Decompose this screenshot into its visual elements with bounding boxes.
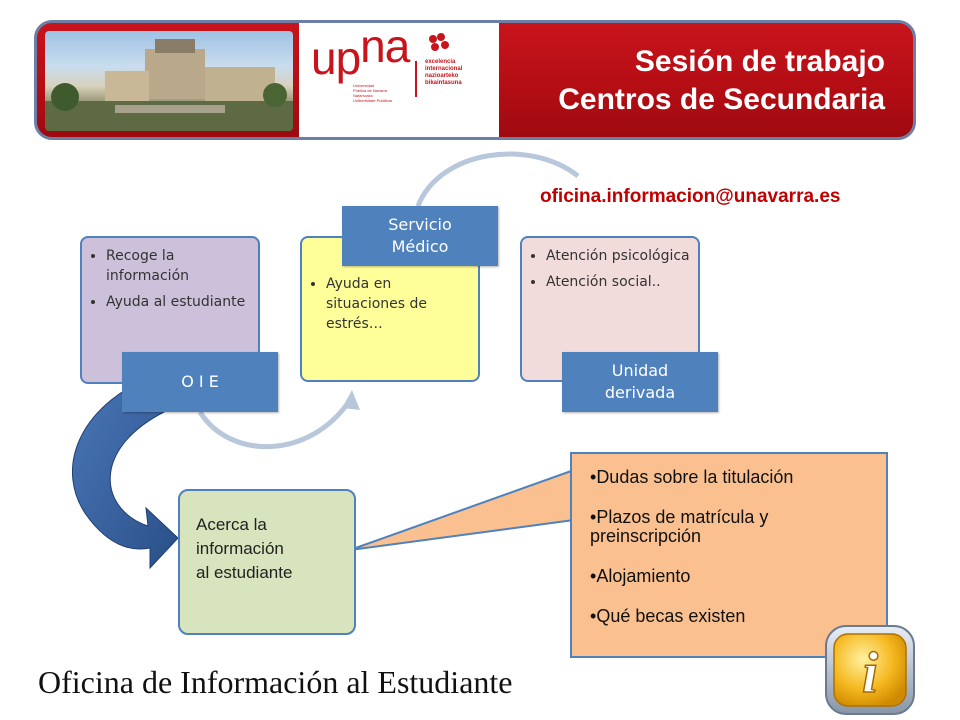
unidad-list <box>522 246 692 292</box>
university-logo <box>299 20 499 137</box>
callout-item: • Alojamiento <box>590 567 874 586</box>
cei-line: excelencia <box>425 59 456 65</box>
callout-pointer <box>350 470 574 550</box>
servicio-medico-tag <box>342 206 498 266</box>
unidad-derivada-tag-label <box>605 360 675 404</box>
header-title-line1: Sesión de trabajo <box>634 45 885 78</box>
tag-line: Unidad <box>611 361 669 380</box>
logo-subtitle-line: Universidad <box>353 83 375 88</box>
header-title-line2: Centros de Secundaria <box>558 83 885 116</box>
green-box-line: información <box>196 539 284 558</box>
cei-line: bikaintasuna <box>425 80 462 86</box>
green-box-line: Acerca la <box>196 515 267 534</box>
list-item: • Ayuda al estudiante <box>106 292 252 312</box>
logo-subtitle-line: Pública de Navarra <box>353 88 388 93</box>
header-title <box>558 43 885 119</box>
list-item: • Atención psicológica <box>546 246 692 266</box>
cei-line: internacional <box>425 66 463 72</box>
tag-line: Médico <box>391 237 449 256</box>
green-box-line: al estudiante <box>196 563 293 582</box>
header-banner <box>34 20 916 140</box>
list-item: • Ayuda en situaciones de estrés… <box>326 274 472 334</box>
callout-item: • Plazos de matrícula y preinscripción <box>590 508 874 546</box>
logo-na: na <box>360 20 410 72</box>
logo-subtitle-line: Nafarroako <box>353 93 373 98</box>
oie-list <box>82 246 252 312</box>
logo-divider <box>415 61 417 97</box>
logo-up: up <box>311 32 361 84</box>
contact-email[interactable]: oficina.informacion@unavarra.es <box>540 186 841 207</box>
list-item: • Atención social.. <box>546 272 692 292</box>
servicio-medico-tag-label <box>388 214 452 258</box>
cei-seal-icon <box>425 31 451 55</box>
unidad-derivada-tag <box>562 352 718 412</box>
list-item: • Recoge la información <box>106 246 252 286</box>
callout-item: • Qué becas existen <box>590 607 874 626</box>
campus-photo <box>45 31 293 131</box>
oie-tag <box>122 352 278 412</box>
campus-building-illustration <box>45 31 293 131</box>
acerca-informacion-box <box>178 489 356 635</box>
cei-label <box>425 59 495 87</box>
medico-list <box>302 274 472 334</box>
callout-item: • Dudas sobre la titulación <box>590 468 874 487</box>
info-icon[interactable] <box>822 622 918 718</box>
cycle-arrowhead <box>342 390 360 410</box>
footer-title: Oficina de Información al Estudiante <box>38 664 513 700</box>
tag-line: Servicio <box>388 215 452 234</box>
logo-wordmark <box>311 20 410 84</box>
oie-tag-label: O I E <box>181 372 219 391</box>
logo-subtitle-line: Unibertsitate Publikoa <box>353 98 392 103</box>
logo-subtitle <box>353 83 413 103</box>
tag-line: derivada <box>604 383 676 402</box>
cei-line: nazioarteko <box>425 73 459 79</box>
info-glyph: i <box>861 640 879 705</box>
